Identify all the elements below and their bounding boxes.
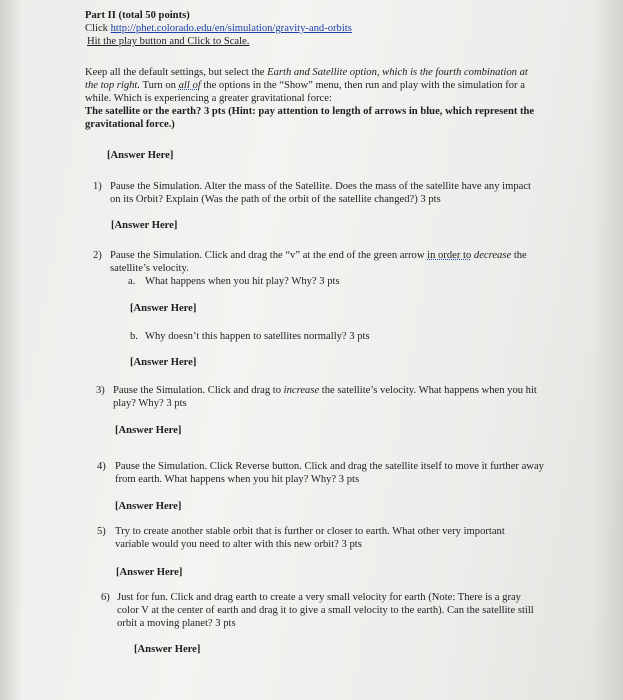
q6-line-1: Just for fun. Click and drag earth to create a very small velocity for earth (Note: There is a gray [117,592,521,603]
intro-line-4: The satellite or the earth? 3 pts (Hint: pay attention to length of arrows in blue, which represent the [85,106,535,117]
q3-number: 3) [96,385,105,396]
answer-placeholder-q4[interactable]: [Answer Here] [115,501,182,512]
q1-number: 1) [93,181,102,192]
answer-placeholder-q2a[interactable]: [Answer Here] [130,303,197,314]
q1-line-1: Pause the Simulation. Alter the mass of the Satellite. Does the mass of the satellite have any impact [110,181,532,192]
intro-line-2-text-b: the options in the “Show” menu, then run and play with the simulation for a [200,80,525,91]
intro-line-1 [85,66,528,79]
answer-placeholder-intro[interactable]: [Answer Here] [107,150,174,161]
intro-line-5: gravitational force.) [85,119,175,130]
answer-placeholder-q2b[interactable]: [Answer Here] [130,357,197,368]
q3-line-1-text: Pause the Simulation. Click and drag to [113,385,284,396]
q2-number: 2) [93,250,102,261]
answer-placeholder-q5[interactable]: [Answer Here] [116,567,183,578]
q2-line-1-text: Pause the Simulation. Click and drag the “v” at the end of the green arrow [110,250,428,261]
q4-number: 4) [97,461,106,472]
answer-placeholder-q3[interactable]: [Answer Here] [115,425,182,436]
play-instruction: Hit the play button and Click to Scale. [87,36,250,47]
intro-line-2-all-of: all of [178,80,201,91]
q3-line-1 [113,384,537,397]
q5-line-2: variable would you need to alter with this new orbit? 3 pts [115,539,362,550]
intro-line-2 [85,79,525,92]
q2a-label: a. [128,276,136,287]
q5-number: 5) [97,526,106,537]
intro-line-3: while. Which is experiencing a greater gravitational force: [85,93,332,104]
q3-increase: increase [283,385,320,396]
q2-in-order-to: in order to [427,250,472,261]
q6-line-2: color V at the center of earth and drag it to give a small velocity to the earth). Can the satellite still [117,605,534,616]
intro-line-1-italic: Earth and Satellite option, which is the fourth combination at [267,67,528,78]
q6-number: 6) [101,592,110,603]
q2-line-1 [110,249,527,262]
intro-line-2-text-a: Turn on [140,80,179,91]
q6-line-3: orbit a moving planet? 3 pts [117,618,236,629]
q2a-text: What happens when you hit play? Why? 3 pts [145,276,340,287]
q2b-label: b. [130,331,138,342]
q3-line-1-end: the satellite’s velocity. What happens when you hit [319,385,537,396]
q2b-text: Why doesn’t this happen to satellites normally? 3 pts [145,331,370,342]
q4-line-1: Pause the Simulation. Click Reverse button. Click and drag the satellite itself to move it further away [115,461,544,472]
intro-line-2-italic: the top right. [85,80,141,91]
answer-placeholder-q6[interactable]: [Answer Here] [134,644,201,655]
simulation-link[interactable]: http://phet.colorado.edu/en/simulation/gravity-and-orbits [110,23,352,34]
sim-link-line [85,22,352,35]
q2-decrease: decrease [471,250,512,261]
answer-placeholder-q1[interactable]: [Answer Here] [111,220,178,231]
intro-line-1-text: Keep all the default settings, but select the [85,67,268,78]
q2-line-1-end: the [511,250,527,261]
q4-line-2: from earth. What happens when you hit play? Why? 3 pts [115,474,360,485]
q3-line-2: play? Why? 3 pts [113,398,187,409]
click-prefix: Click [85,23,111,34]
q1-line-2: on its Orbit? Explain (Was the path of the orbit of the satellite changed?) 3 pts [110,194,441,205]
q2-line-2: satellite’s velocity. [110,263,189,274]
q5-line-1: Try to create another stable orbit that is further or closer to earth. What other very important [115,526,505,537]
part-title: Part II (total 50 points) [85,10,190,21]
